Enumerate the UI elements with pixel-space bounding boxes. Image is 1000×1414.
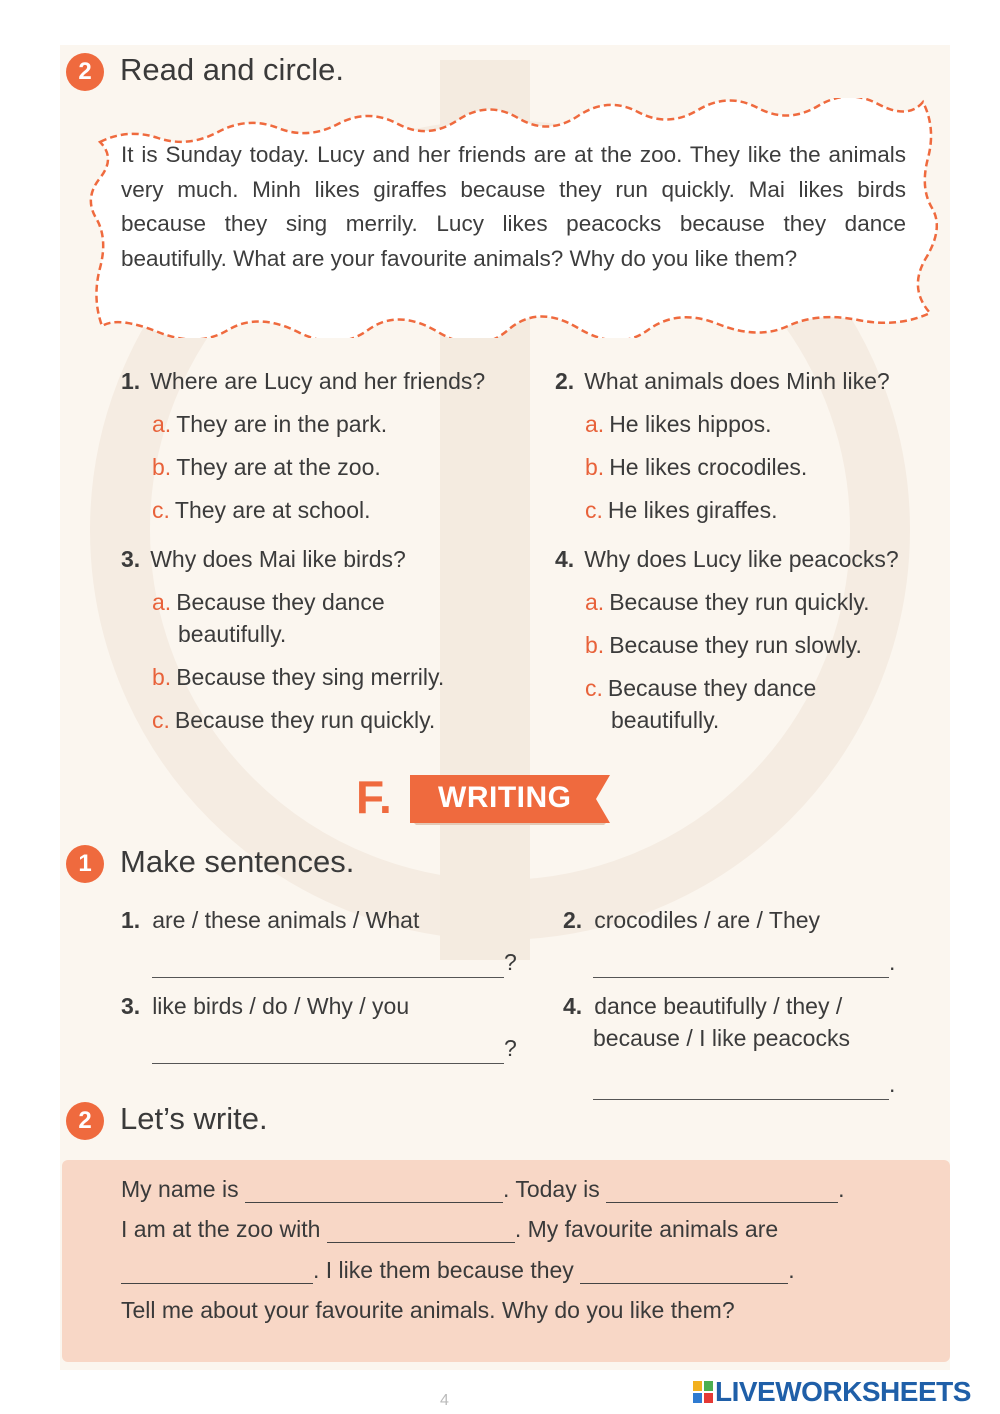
option-letter: a. [152,411,172,437]
option[interactable] [585,672,816,736]
option[interactable] [585,451,807,483]
question-text: Where are Lucy and her friends? [150,368,486,394]
option-text: They are at school. [174,497,371,523]
page-number: 4 [440,1392,449,1409]
question-number: 2. [555,368,575,394]
section-number-badge: 2 [66,1102,104,1140]
prompt-text: dance beautifully / they / [594,993,843,1019]
option[interactable] [152,408,387,440]
section-number-badge: 2 [66,53,104,91]
option[interactable] [152,661,444,693]
option-text: Because they dance [607,675,817,701]
item-number: 1. [121,907,141,933]
name-blank[interactable] [245,1180,503,1203]
option-text: Because they run slowly. [609,632,862,658]
writing-banner-title: WRITING [438,781,572,814]
question-number: 3. [121,546,141,572]
prompt-text: My name is [121,1176,239,1202]
section-title: Read and circle. [120,52,345,87]
option-letter: a. [152,589,172,615]
option-letter: c. [152,707,170,733]
punctuation: . [889,949,896,975]
answer-blank[interactable] [593,953,889,978]
reading-passage: It is Sunday today. Lucy and her friends are at the zoo. They like the animals very much. Minh likes giraffes because they run quickly. Mai likes birds because they sing merrily. Lucy likes peacocks because they dance beautifully. What are your favourite animals? Why do you like them? [121,142,906,271]
option-letter: c. [585,675,603,701]
question-1 [121,368,485,395]
item-number: 4. [563,993,583,1019]
companion-blank[interactable] [327,1220,515,1243]
liveworksheets-logo[interactable] [693,1376,971,1408]
reason-blank[interactable] [580,1261,788,1284]
item-number: 3. [121,993,141,1019]
prompt-text: . Today is [502,1176,600,1202]
prompt-text: crocodiles / are / They [594,907,821,933]
option-letter: b. [585,632,605,658]
liveworksheets-icon [693,1381,713,1403]
section-number-badge: 1 [66,845,104,883]
prompt-text: are / these animals / What [152,907,420,933]
option-letter: c. [585,497,603,523]
option[interactable] [152,704,435,736]
writing-line-2 [121,1216,778,1243]
option-text: Because they run quickly. [609,589,870,615]
punctuation: . [838,1176,845,1202]
question-text: Why does Lucy like peacocks? [584,546,899,572]
option-text: He likes hippos. [609,411,772,437]
answer-line-3[interactable] [152,1032,517,1064]
sentence-prompt-2 [563,904,820,936]
option-text: They are in the park. [176,411,388,437]
punctuation: ? [504,1035,517,1061]
answer-line-2[interactable] [593,946,895,978]
item-number: 2. [563,907,583,933]
sentence-prompt-3 [121,990,409,1022]
animals-blank[interactable] [121,1261,313,1284]
brand-text: LIVEWORKSHEETS [715,1376,971,1407]
sentence-prompt-1 [121,904,419,936]
option-text: Because they dance [176,589,385,615]
question-text: Why does Mai like birds? [150,546,406,572]
answer-line-4[interactable] [593,1068,895,1100]
option[interactable] [152,494,371,526]
question-4 [555,546,899,573]
writing-line-4: Tell me about your favourite animals. Why do you like them? [121,1297,735,1323]
option-text-continued: beautifully. [178,621,287,647]
section-letter: F. [356,771,392,823]
answer-blank[interactable] [593,1075,889,1100]
option-letter: b. [585,454,605,480]
writing-line-3 [121,1257,795,1284]
punctuation: ? [504,949,517,975]
option-text: They are at the zoo. [176,454,381,480]
option-letter: a. [585,411,605,437]
answer-blank[interactable] [152,953,504,978]
option-text: Because they sing merrily. [176,664,445,690]
answer-blank[interactable] [152,1039,504,1064]
option-text: He likes crocodiles. [609,454,808,480]
option-letter: a. [585,589,605,615]
sentence-prompt-4 [563,990,850,1054]
option[interactable] [152,586,385,650]
prompt-text: I am at the zoo with [121,1216,321,1242]
section-title: Let’s write. [120,1101,268,1136]
option[interactable] [585,494,777,526]
option[interactable] [585,408,772,440]
writing-line-1 [121,1176,845,1203]
answer-line-1[interactable] [152,946,517,978]
prompt-text-continued: because / I like peacocks [593,1025,850,1051]
option[interactable] [585,629,862,661]
question-text: What animals does Minh like? [584,368,890,394]
question-number: 4. [555,546,575,572]
prompt-text: like birds / do / Why / you [152,993,410,1019]
prompt-text: . I like them because they [313,1257,574,1283]
option-text-continued: beautifully. [611,707,720,733]
question-number: 1. [121,368,141,394]
punctuation: . [889,1071,896,1097]
day-blank[interactable] [606,1180,838,1203]
option-letter: b. [152,454,172,480]
option[interactable] [152,451,381,483]
option-letter: c. [152,497,170,523]
option[interactable] [585,586,870,618]
option-text: Because they run quickly. [174,707,436,733]
punctuation: . [788,1257,795,1283]
question-3 [121,546,406,573]
option-text: He likes giraffes. [607,497,778,523]
option-letter: b. [152,664,172,690]
section-title: Make sentences. [120,844,355,879]
prompt-text: . My favourite animals are [514,1216,779,1242]
question-2 [555,368,890,395]
